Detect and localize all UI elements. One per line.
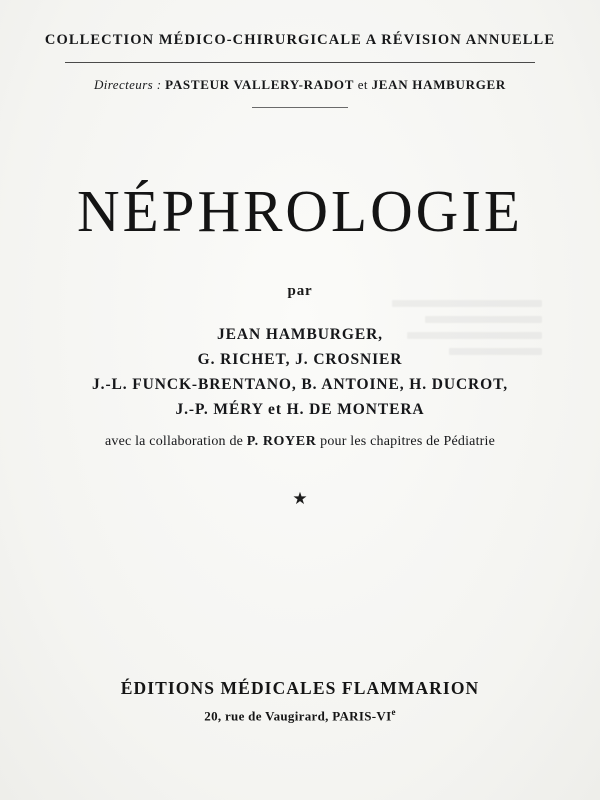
director-name-1: PASTEUR VALLERY-RADOT bbox=[165, 77, 355, 92]
author-line: J.-L. FUNCK-BRENTANO, B. ANTOINE, H. DUCROT, bbox=[92, 376, 508, 394]
author-line: G. RICHET, J. CROSNIER bbox=[197, 351, 403, 369]
directors-label: Directeurs : bbox=[94, 77, 162, 92]
author-line: JEAN HAMBURGER, bbox=[217, 326, 383, 343]
header-divider-rule bbox=[65, 62, 535, 63]
publisher-address-superscript: e bbox=[391, 706, 396, 717]
directors-line bbox=[42, 77, 558, 93]
collection-line: COLLECTION MÉDICO-CHIRURGICALE A RÉVISION ANNUELLE bbox=[44, 32, 556, 48]
directors-conjunction: et bbox=[357, 77, 368, 92]
collaborator-name: P. ROYER bbox=[246, 434, 317, 450]
page-title: NÉPHROLOGIE bbox=[77, 178, 523, 244]
author-line: J.-P. MÉRY et H. DE MONTERA bbox=[175, 401, 425, 419]
collaboration-prefix: avec la collaboration de bbox=[104, 434, 244, 450]
authors-list bbox=[42, 322, 558, 422]
publisher-address bbox=[0, 707, 600, 724]
publisher-name: ÉDITIONS MÉDICALES FLAMMARION bbox=[120, 677, 480, 698]
byline-label: par bbox=[287, 283, 313, 299]
publisher-block bbox=[0, 678, 600, 724]
collaboration-line bbox=[42, 434, 558, 450]
director-name-2: JEAN HAMBURGER bbox=[371, 77, 506, 92]
collaboration-suffix: pour les chapitres de Pédiatrie bbox=[320, 434, 496, 450]
short-divider-rule bbox=[252, 107, 348, 108]
star-ornament-icon: ★ bbox=[292, 489, 308, 509]
publisher-address-text: 20, rue de Vaugirard, PARIS-VI bbox=[204, 708, 392, 723]
